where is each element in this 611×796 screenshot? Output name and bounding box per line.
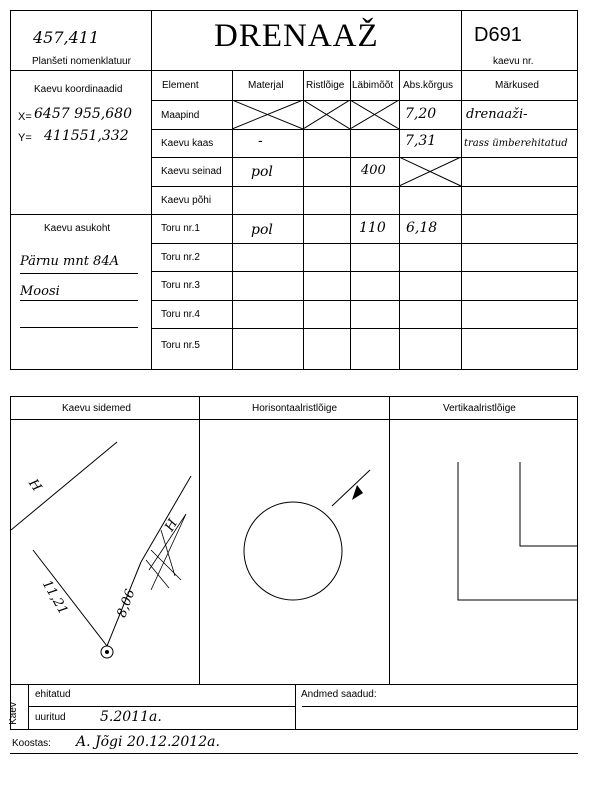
row-line-4 <box>151 214 578 215</box>
header-diameter: Läbimõõt <box>352 80 394 91</box>
header-abs-height: Abs.kõrgus <box>403 80 454 91</box>
row-line-7 <box>151 300 578 301</box>
crossed-cells-maapind <box>232 100 400 130</box>
note-kaas: trass ümberehitatud <box>464 138 568 149</box>
dimension-1: 11,21 <box>38 577 71 618</box>
kaev-side-label: Kaev <box>7 702 19 725</box>
location-underline-1 <box>20 273 138 274</box>
divider-header <box>10 70 578 71</box>
row-line-8 <box>151 328 578 329</box>
prepared-value: A. Jõgi 20.12.2012a. <box>76 734 220 750</box>
row-label: Kaevu kaas <box>161 138 214 149</box>
connections-sketch <box>11 420 199 684</box>
abs-kaas: 7,31 <box>405 133 437 149</box>
x-label: X= <box>18 111 32 123</box>
header-notes: Märkused <box>495 80 539 91</box>
material-seinad: pol <box>251 164 273 180</box>
row-label: Toru nr.4 <box>161 309 200 320</box>
row-line-5 <box>151 243 578 244</box>
frame-top <box>10 10 578 11</box>
divider-notes-column <box>461 10 462 370</box>
data-from-underline <box>302 706 577 707</box>
footer-right <box>577 684 578 730</box>
location-line-1: Pärnu mnt 84A <box>20 254 119 269</box>
label-h1: H <box>25 476 45 495</box>
crossed-cell-abs-seinad <box>399 157 462 187</box>
divider-left-column <box>151 10 152 370</box>
dimension-2: 8,06 <box>114 587 139 620</box>
row-label: Toru nr.5 <box>161 340 200 351</box>
row-label: Toru nr.3 <box>161 280 200 291</box>
sketch-frame-right <box>577 396 578 684</box>
vertical-heading: Vertikaalristlõige <box>443 403 516 414</box>
location-line-2: Moosi <box>20 284 60 299</box>
row-label: Kaevu põhi <box>161 195 212 206</box>
location-underline-3 <box>20 327 138 328</box>
built-label: ehitatud <box>35 689 71 700</box>
coordinates-heading: Kaevu koordinaadid <box>34 84 123 95</box>
horizontal-heading: Horisontaalristlõige <box>252 403 338 414</box>
footer-row-divider <box>28 706 296 707</box>
surveyed-label: uuritud <box>35 712 66 723</box>
sheet-number: 457,411 <box>33 28 100 47</box>
x-value: 6457 955,680 <box>34 106 132 122</box>
note-maapind: drenaaži- <box>466 107 528 122</box>
vertical-section-sketch <box>390 420 577 684</box>
label-h2: H <box>162 516 182 535</box>
diameter-toru1: 110 <box>359 220 386 236</box>
connections-heading: Kaevu sidemed <box>62 403 131 414</box>
row-label: Maapind <box>161 110 200 121</box>
divider-location <box>10 214 151 215</box>
diameter-seinad: 400 <box>361 163 386 178</box>
frame-bottom <box>10 369 578 370</box>
footer-middle-divider <box>295 684 296 730</box>
surveyed-value: 5.2011a. <box>100 709 162 725</box>
sheet-label: Planšeti nomenklatuur <box>32 56 131 67</box>
frame-right <box>577 10 578 370</box>
row-line-3 <box>151 186 578 187</box>
header-section: Ristlõige <box>306 80 345 91</box>
row-line-2 <box>151 157 578 158</box>
y-value: 411551,332 <box>44 128 129 144</box>
location-underline-2 <box>20 300 138 301</box>
row-label: Kaevu seinad <box>161 166 222 177</box>
horizontal-section-sketch <box>200 420 389 684</box>
header-element: Element <box>162 80 199 91</box>
prepared-underline <box>10 753 578 754</box>
footer-top <box>10 684 578 685</box>
data-from-label: Andmed saadud: <box>301 689 377 700</box>
footer-kaev-divider <box>28 684 29 730</box>
well-number-label: kaevu nr. <box>493 56 534 67</box>
material-toru1: pol <box>251 222 273 238</box>
prepared-label: Koostas: <box>12 738 51 749</box>
y-label: Y= <box>18 132 32 144</box>
well-code: D691 <box>474 24 522 46</box>
location-heading: Kaevu asukoht <box>44 223 111 234</box>
row-label: Toru nr.1 <box>161 223 200 234</box>
abs-toru1: 6,18 <box>406 220 438 236</box>
row-label: Toru nr.2 <box>161 252 200 263</box>
frame-left <box>10 10 11 370</box>
sketch-frame-top <box>10 396 578 397</box>
row-line-6 <box>151 271 578 272</box>
abs-maapind: 7,20 <box>405 106 437 122</box>
footer-bottom <box>10 729 578 730</box>
header-material: Materjal <box>248 80 284 91</box>
material-kaas: - <box>258 133 263 149</box>
document-title: DRENAAŽ <box>214 18 379 54</box>
